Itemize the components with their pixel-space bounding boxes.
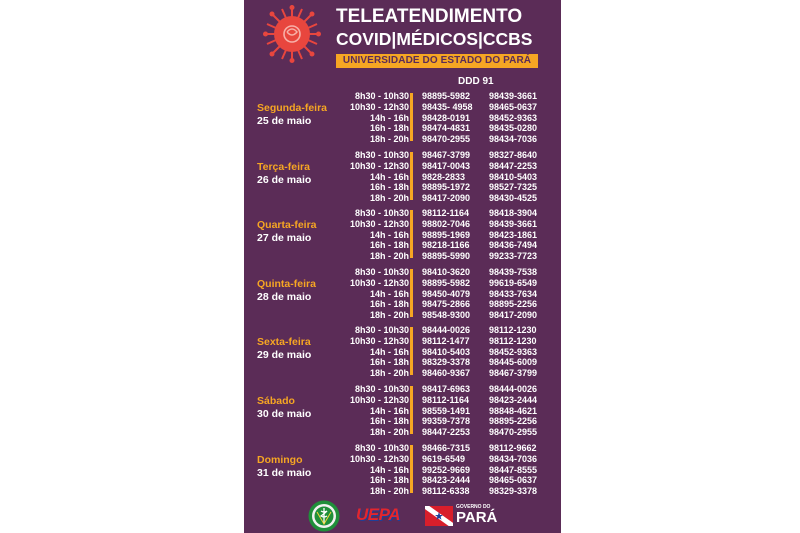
phone-number[interactable]: 98895-1972: [422, 182, 471, 193]
phone-number[interactable]: 98444-0026: [422, 325, 471, 335]
governo-do-text: GOVERNO DO: [456, 504, 491, 510]
phone-number[interactable]: 98417-2090: [422, 193, 471, 204]
phone-number[interactable]: 98474-4831: [422, 123, 471, 134]
phone-column: [422, 208, 470, 262]
phone-number[interactable]: 98430-4525: [489, 193, 538, 204]
phone-column: [422, 150, 470, 204]
phone-number[interactable]: 98329-3378: [422, 357, 471, 368]
phone-number[interactable]: 98329-3378: [489, 486, 538, 497]
day-block: [244, 91, 561, 147]
time-slot: 8h30 - 10h30: [354, 384, 409, 394]
phone-column: [489, 208, 537, 262]
phone-number[interactable]: 98452-9363: [489, 346, 538, 357]
day-block: [244, 384, 561, 440]
phone-number[interactable]: 98452-9363: [489, 112, 538, 123]
phone-column: [422, 91, 473, 145]
time-slot: 8h30 - 10h30: [354, 325, 409, 335]
phone-number[interactable]: 98410-5403: [422, 346, 471, 357]
day-date: 26 de maio: [257, 174, 312, 186]
phone-number[interactable]: 98423-2444: [489, 394, 538, 405]
time-slot: 14h - 16h: [369, 405, 409, 416]
day-block: [244, 325, 561, 381]
phone-column: [422, 443, 470, 497]
phone-number[interactable]: 98112-1164: [422, 394, 470, 405]
time-slots: [350, 150, 409, 204]
day-name: Sexta-feira: [257, 336, 311, 348]
time-slot: 8h30 - 10h30: [354, 443, 409, 453]
phone-number[interactable]: 98465-0637: [489, 101, 538, 112]
phone-number[interactable]: 98433-7634: [489, 288, 538, 299]
time-slot: 10h30 - 12h30: [349, 453, 409, 464]
time-slot: 16h - 18h: [369, 182, 409, 193]
phone-column: [489, 325, 537, 379]
uepa-logo-text: UEPA: [356, 505, 400, 524]
time-slot: 16h - 18h: [369, 123, 409, 134]
ddd-label: DDD 91: [458, 76, 494, 87]
phone-number[interactable]: 99619-6549: [489, 277, 538, 288]
divider-bar: [410, 386, 413, 434]
phone-number[interactable]: 98439-3661: [489, 218, 538, 229]
phone-number[interactable]: 98467-3799: [422, 150, 471, 160]
time-slot: 18h - 20h: [369, 427, 409, 438]
subtitle: COVID|MÉDICOS|CCBS: [336, 29, 533, 49]
time-slots: [350, 208, 409, 262]
phone-number[interactable]: 9619-6549: [422, 453, 466, 464]
day-block: [244, 443, 561, 499]
phone-number[interactable]: 98434-7036: [489, 134, 538, 145]
phone-number[interactable]: 98466-7315: [422, 443, 471, 453]
phone-number[interactable]: 98444-0026: [489, 384, 538, 394]
day-name: Domingo: [257, 454, 303, 466]
time-slot: 18h - 20h: [369, 368, 409, 379]
time-slot: 16h - 18h: [369, 299, 409, 310]
phone-number[interactable]: 98895-2256: [489, 416, 538, 427]
phone-number[interactable]: 98445-6009: [489, 357, 538, 368]
time-slot: 8h30 - 10h30: [354, 267, 409, 277]
day-name: Sábado: [257, 395, 295, 407]
time-slot: 14h - 16h: [369, 171, 409, 182]
time-slot: 18h - 20h: [369, 251, 409, 262]
phone-number[interactable]: 98895-1969: [422, 229, 471, 240]
time-slot: 14h - 16h: [369, 464, 409, 475]
phone-number[interactable]: 98559-1491: [422, 405, 471, 416]
phone-column: [422, 384, 470, 438]
time-slots: [350, 91, 409, 145]
phone-column: [489, 443, 537, 497]
coronavirus-icon: [263, 5, 321, 63]
para-flag-icon: [425, 506, 453, 526]
phone-column: [489, 267, 537, 321]
divider-bar: [410, 152, 413, 200]
phone-number[interactable]: 98895-2256: [489, 299, 538, 310]
phone-column: [489, 150, 537, 204]
day-block: [244, 267, 561, 323]
time-slot: 10h30 - 12h30: [349, 335, 409, 346]
time-slot: 14h - 16h: [369, 346, 409, 357]
phone-number[interactable]: 98112-1230: [489, 325, 537, 335]
phone-number[interactable]: 98447-2253: [422, 427, 471, 438]
time-slot: 16h - 18h: [369, 240, 409, 251]
day-block: [244, 208, 561, 264]
phone-number[interactable]: 99252-9669: [422, 464, 471, 475]
phone-number[interactable]: 98460-9367: [422, 368, 471, 379]
phone-number[interactable]: 98423-2444: [422, 475, 471, 486]
divider-bar: [410, 327, 413, 375]
phone-number[interactable]: 9828-2833: [422, 171, 466, 182]
phone-number[interactable]: 98435- 4958: [422, 101, 473, 112]
phone-column: [422, 325, 470, 379]
time-slot: 8h30 - 10h30: [354, 150, 409, 160]
day-name: Quinta-feira: [257, 278, 316, 290]
phone-number[interactable]: 98112-9662: [489, 443, 537, 453]
time-slot: 10h30 - 12h30: [349, 277, 409, 288]
phone-number[interactable]: 98895-5990: [422, 251, 471, 262]
time-slot: 16h - 18h: [369, 357, 409, 368]
phone-number[interactable]: 98527-7325: [489, 182, 538, 193]
time-slot: 10h30 - 12h30: [349, 101, 409, 112]
phone-number[interactable]: 98802-7046: [422, 218, 471, 229]
day-date: 25 de maio: [257, 115, 312, 127]
phone-number[interactable]: 98417-0043: [422, 160, 471, 171]
divider-bar: [410, 445, 413, 493]
time-slot: 14h - 16h: [369, 112, 409, 123]
time-slot: 16h - 18h: [369, 475, 409, 486]
time-slots: [350, 267, 409, 321]
phone-number[interactable]: 98470-2955: [422, 134, 471, 145]
phone-number[interactable]: 98895-5982: [422, 91, 471, 101]
time-slots: [350, 325, 409, 379]
time-slot: 18h - 20h: [369, 134, 409, 145]
divider-bar: [410, 269, 413, 317]
phone-number[interactable]: 98410-5403: [489, 171, 538, 182]
phone-number[interactable]: 98470-2955: [489, 427, 538, 438]
day-name: Quarta-feira: [257, 219, 317, 231]
phone-column: [489, 91, 537, 145]
phone-number[interactable]: 98439-3661: [489, 91, 538, 101]
phone-number[interactable]: 98447-8555: [489, 464, 538, 475]
health-seal-logo: [308, 500, 340, 532]
phone-number[interactable]: 98439-7538: [489, 267, 538, 277]
time-slot: 18h - 20h: [369, 486, 409, 497]
day-date: 31 de maio: [257, 467, 312, 479]
phone-number[interactable]: 98218-1166: [422, 240, 470, 251]
divider-bar: [410, 93, 413, 141]
footer-logos: [244, 497, 561, 533]
phone-number[interactable]: 99233-7723: [489, 251, 538, 262]
phone-number[interactable]: 98327-8640: [489, 150, 538, 160]
time-slot: 14h - 16h: [369, 288, 409, 299]
time-slot: 18h - 20h: [369, 193, 409, 204]
phone-number[interactable]: 98423-1861: [489, 229, 538, 240]
phone-number[interactable]: 98848-4621: [489, 405, 538, 416]
phone-number[interactable]: 98436-7494: [489, 240, 538, 251]
phone-number[interactable]: 98447-2253: [489, 160, 538, 171]
phone-number[interactable]: 98410-3620: [422, 267, 471, 277]
para-text: PARÁ: [456, 509, 498, 526]
day-name: Terça-feira: [257, 161, 310, 173]
time-slot: 8h30 - 10h30: [354, 91, 409, 101]
phone-number[interactable]: 98895-5982: [422, 277, 471, 288]
phone-number[interactable]: 98112-6338: [422, 486, 470, 497]
phone-number[interactable]: 98417-6963: [422, 384, 471, 394]
time-slot: 8h30 - 10h30: [354, 208, 409, 218]
time-slots: [350, 384, 409, 438]
phone-number[interactable]: 98548-9300: [422, 310, 471, 321]
day-name: Segunda-feira: [257, 102, 328, 114]
university-banner: UNIVERSIDADE DO ESTADO DO PARÁ: [336, 54, 538, 68]
phone-number[interactable]: 98417-2090: [489, 310, 538, 321]
phone-number[interactable]: 98434-7036: [489, 453, 538, 464]
day-date: 27 de maio: [257, 232, 312, 244]
phone-number[interactable]: 98112-1230: [489, 335, 537, 346]
time-slot: 10h30 - 12h30: [349, 218, 409, 229]
phone-number[interactable]: 98112-1164: [422, 208, 470, 218]
phone-number[interactable]: 98450-4079: [422, 288, 471, 299]
phone-number[interactable]: 98435-0280: [489, 123, 538, 134]
time-slot: 10h30 - 12h30: [349, 160, 409, 171]
time-slot: 10h30 - 12h30: [349, 394, 409, 405]
phone-number[interactable]: 98467-3799: [489, 368, 538, 379]
day-date: 29 de maio: [257, 349, 312, 361]
day-date: 30 de maio: [257, 408, 312, 420]
phone-number[interactable]: 98112-1477: [422, 335, 470, 346]
phone-number[interactable]: 99359-7378: [422, 416, 471, 427]
divider-bar: [410, 210, 413, 258]
phone-number[interactable]: 98475-2866: [422, 299, 471, 310]
poster: [244, 0, 561, 533]
time-slot: 18h - 20h: [369, 310, 409, 321]
phone-column: [422, 267, 470, 321]
time-slot: 16h - 18h: [369, 416, 409, 427]
day-block: [244, 150, 561, 206]
phone-number[interactable]: 98428-0191: [422, 112, 471, 123]
phone-column: [489, 384, 537, 438]
phone-number[interactable]: 98465-0637: [489, 475, 538, 486]
uepa-logo: [356, 505, 400, 525]
time-slot: 14h - 16h: [369, 229, 409, 240]
phone-number[interactable]: 98418-3904: [489, 208, 538, 218]
day-date: 28 de maio: [257, 291, 312, 303]
main-title: TELEATENDIMENTO: [336, 6, 523, 27]
time-slots: [350, 443, 409, 497]
